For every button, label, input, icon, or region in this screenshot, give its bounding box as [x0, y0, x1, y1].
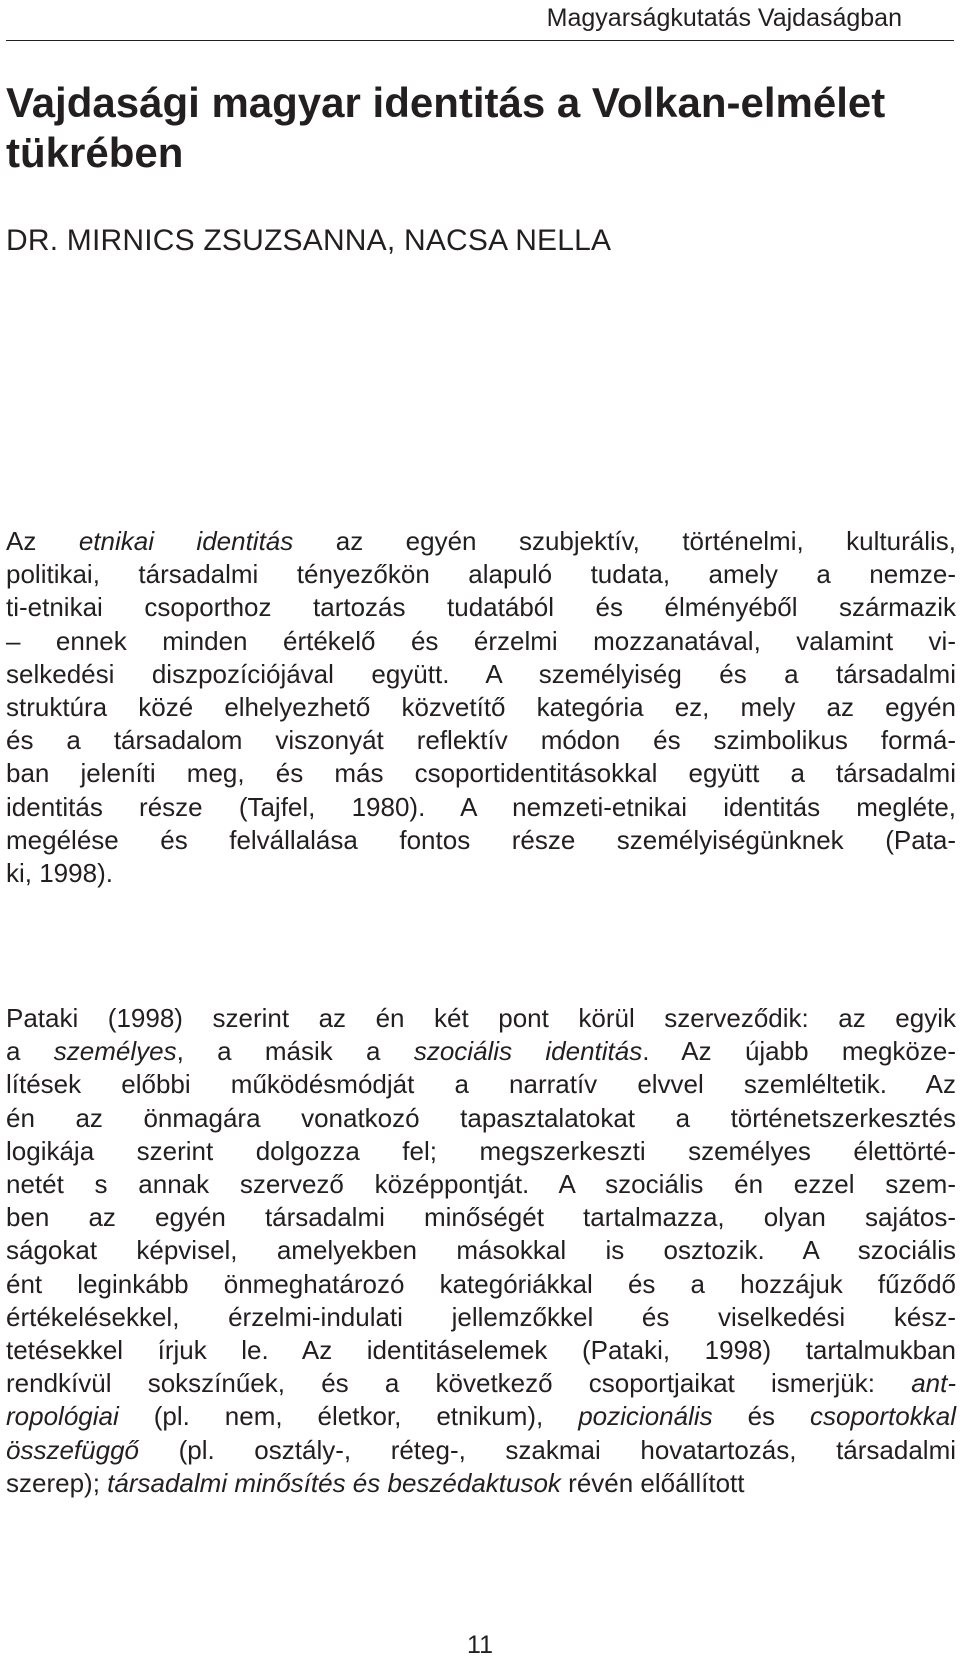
- text-line: ropológiai (pl. nem, életkor, etnikum), pozicionális és csoportokkal: [6, 1401, 956, 1432]
- text-line: logikája szerint dolgozza fel; megszerkeszti személyes élettörté-: [6, 1135, 956, 1166]
- text-line: és a társadalom viszonyát reflektív módon és szimbolikus formá-: [6, 725, 956, 756]
- text-line: Pataki (1998) szerint az én két pont körül szerveződik: az egyik: [6, 1003, 956, 1033]
- text-line: megélése és felvállalása fontos része személyiségünknek (Pata-: [6, 824, 956, 855]
- text-line: szerep); társadalmi minősítés és beszédaktusok révén előállított: [6, 1467, 745, 1498]
- italic-term: társadalmi minősítés és beszédaktusok: [107, 1467, 561, 1498]
- text-line: selkedési diszpozíciójával együtt. A személyiség és a társadalmi: [6, 658, 956, 689]
- text-line: tetésekkel írjuk le. Az identitáselemek (Pataki, 1998) tartalmukban: [6, 1335, 956, 1366]
- text-line: politikai, társadalmi tényezőkön alapuló tudata, amely a nemze-: [6, 559, 956, 590]
- italic-term: ant-: [911, 1368, 956, 1399]
- body-paragraph-1: [6, 525, 956, 890]
- italic-term: pozicionális: [578, 1401, 713, 1432]
- italic-term: ropológiai: [6, 1401, 119, 1432]
- running-header: [6, 0, 954, 41]
- body-paragraph-2: [6, 1002, 956, 1500]
- text-line: – ennek minden értékelő és érzelmi mozzanatával, valamint vi-: [6, 625, 956, 656]
- italic-term: szociális identitás: [413, 1036, 643, 1067]
- text-line: Az etnikai identitás az egyén szubjektív, történelmi, kulturális,: [6, 526, 956, 556]
- text-line: ti-etnikai csoporthoz tartozás tudatából és élményéből származik: [6, 592, 956, 623]
- article-authors: DR. MIRNICS ZSUZSANNA, NACSA NELLA: [6, 224, 612, 257]
- page-number: 11: [467, 1631, 493, 1659]
- text-line: identitás része (Tajfel, 1980). A nemzeti-etnikai identitás megléte,: [6, 791, 956, 822]
- text-line: ben az egyén társadalmi minőségét tartalmazza, olyan sajátos-: [6, 1202, 956, 1233]
- text-line: ki, 1998).: [6, 858, 113, 889]
- text-line: ént leginkább önmeghatározó kategóriákkal és a hozzájuk fűződő: [6, 1268, 956, 1299]
- italic-term: összefüggő: [6, 1434, 139, 1465]
- text-line: értékelésekkel, érzelmi-indulati jellemzőkkel és viselkedési kész-: [6, 1301, 956, 1332]
- text-line: ságokat képvisel, amelyekben másokkal is osztozik. A szociális: [6, 1235, 956, 1266]
- text-line: a személyes, a másik a szociális identitás. Az újabb megköze-: [6, 1036, 957, 1067]
- article-title: Vajdasági magyar identitás a Volkan-elmélet tükrében: [6, 79, 886, 176]
- text-line: összefüggő (pl. osztály-, réteg-, szakmai hovatartozás, társadalmi: [6, 1434, 956, 1465]
- italic-term: csoportokkal: [810, 1401, 956, 1432]
- text-line: rendkívül sokszínűek, és a következő csoportjaikat ismerjük: ant-: [6, 1368, 956, 1399]
- italic-term: etnikai identitás: [78, 526, 294, 556]
- running-header-title: Magyarságkutatás Vajdaságban: [546, 4, 902, 32]
- italic-term: személyes: [53, 1036, 177, 1067]
- text-line: netét s annak szervező középpontját. A szociális én ezzel szem-: [6, 1169, 956, 1200]
- text-line: struktúra közé elhelyezhető közvetítő kategória ez, mely az egyén: [6, 692, 956, 723]
- text-line: én az önmagára vonatkozó tapasztalatokat a történetszerkesztés: [6, 1102, 956, 1133]
- text-line: lítések előbbi működésmódját a narratív elvvel szemléltetik. Az: [6, 1069, 956, 1100]
- text-line: ban jeleníti meg, és más csoportidentitásokkal együtt a társadalmi: [6, 758, 956, 789]
